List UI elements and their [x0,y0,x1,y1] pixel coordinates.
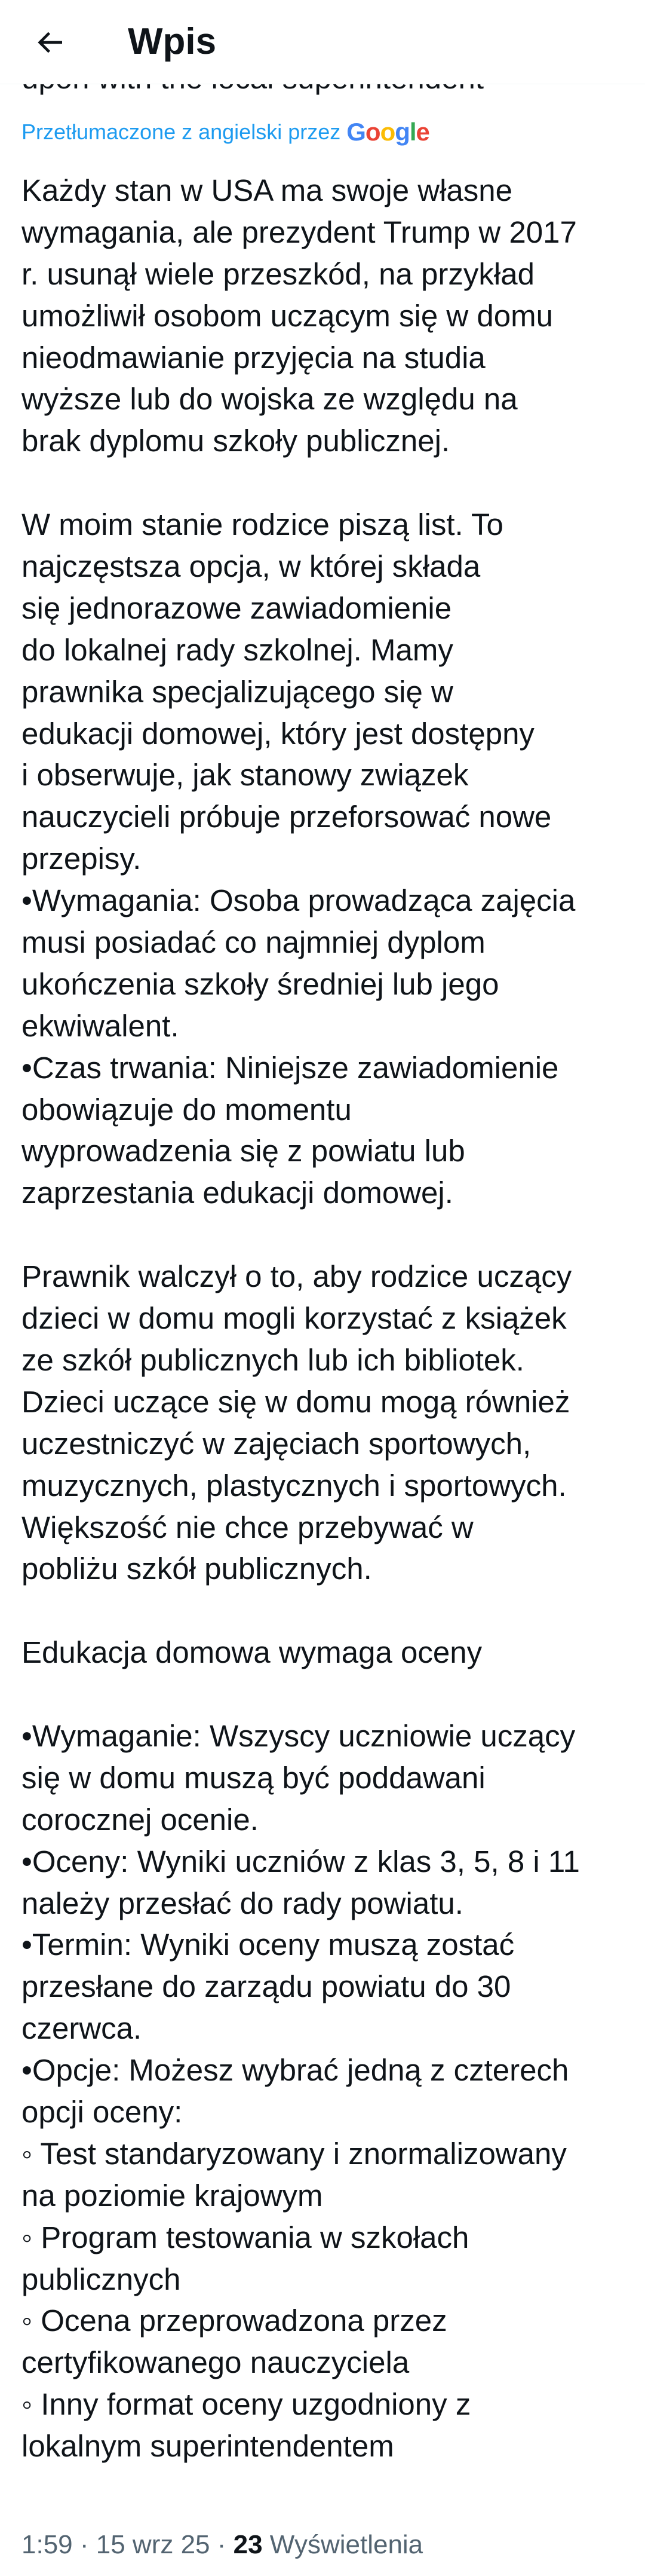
page-title: Wpis [128,21,217,62]
views-label[interactable]: Wyświetlenia [262,2530,423,2559]
post-text-line: uczestniczyć w zajęciach sportowych, [22,1426,532,1461]
post-text-line: Większość nie chce przebywać w [22,1510,474,1544]
meta-separator: · [72,2530,96,2559]
post-text-line: na poziomie krajowym [22,2178,323,2213]
post-text-line: Każdy stan w USA ma swoje własne [22,173,513,207]
post-text-line: brak dyplomu szkoły publicznej. [22,424,450,458]
post-text-line: prawnika specjalizującego się w [22,674,453,709]
post-text-line: ukończenia szkoły średniej lub jego [22,966,499,1001]
post-text-line: edukacji domowej, który jest dostępny [22,716,535,751]
post-text-line: przepisy. [22,842,142,876]
post-text-line: należy przesłać do rady powiatu. [22,1886,463,1920]
blank-line [22,462,625,504]
post-text-line: opcji oceny: [22,2094,183,2129]
post-text-line: wyższe lub do wojska ze względu na [22,382,518,417]
post-time: 1:59 [22,2530,73,2559]
post-text-line: zaprzestania edukacji domowej. [22,1176,453,1210]
back-button[interactable] [23,16,76,69]
post-text-line: ekwiwalent. [22,1008,179,1043]
post-text-line: lokalnym superintendentem [22,2429,394,2464]
post-text-line: muzycznych, plastycznych i sportowych. [22,1468,567,1503]
post-content [22,57,625,2467]
post-text-line: Edukacja domowa wymaga oceny [22,1635,483,1670]
blank-line [22,1674,625,1715]
post-text-line: ze szkół publicznych lub ich bibliotek. [22,1342,524,1377]
post-text-line: ◦ Inny format oceny uzgodniony z [22,2387,471,2422]
post-text-line: do lokalnej rady szkolnej. Mamy [22,632,453,667]
google-logo: Google [346,118,429,146]
views-count[interactable]: 23 [233,2530,263,2559]
post-text-line: •Termin: Wyniki oceny muszą zostać [22,1928,515,1962]
post-text-line: •Opcje: Możesz wybrać jedną z czterech [22,2053,569,2088]
post-text-line: i obserwuje, jak stanowy związek [22,758,469,793]
post-text-line: ◦ Ocena przeprowadzona przez [22,2303,447,2338]
post-text-line: •Wymaganie: Wszyscy uczniowie uczący [22,1718,576,1753]
top-bar [0,0,645,84]
post-text-line: najczęstsza opcja, w której składa [22,549,481,584]
translated-label[interactable]: Przetłumaczone z angielski przez [22,120,341,144]
post-date: 15 wrz 25 [96,2530,210,2559]
post-text-line: obowiązuje do momentu [22,1092,352,1127]
post-text-line: •Wymagania: Osoba prowadząca zajęcia [22,883,576,918]
post-text-line: umożliwił osobom uczącym się w domu [22,298,553,333]
post-text-line: wymagania, ale prezydent Trump w 2017 [22,215,577,249]
post-body [22,170,625,2467]
post-text-line: się w domu muszą być poddawani [22,1760,486,1795]
post-text-line: publicznych [22,2262,181,2296]
meta-separator: · [210,2530,234,2559]
post-text-line: musi posiadać co najmniej dyplom [22,925,486,960]
post-text-line: nieodmawianie przyjęcia na studia [22,340,486,375]
post-text-line: nauczycieli próbuje przeforsować nowe [22,800,552,834]
post-text-line: czerwca. [22,2011,142,2046]
post-text-line: r. usunął wiele przeszkód, na przykład [22,256,535,291]
post-text-line: •Oceny: Wyniki uczniów z klas 3, 5, 8 i 11 [22,1844,580,1879]
translation-attribution [22,111,625,153]
post-text-line: dzieci w domu mogli korzystać z książek [22,1301,567,1336]
post-text-line: przesłane do zarządu powiatu do 30 [22,1969,511,2004]
post-text-line: ◦ Test standaryzowany i znormalizowany [22,2136,567,2171]
post-text-line: •Czas trwania: Niniejsze zawiadomienie [22,1050,559,1085]
post-text-line: certyfikowanego nauczyciela [22,2345,410,2380]
post-text-line: się jednorazowe zawiadomienie [22,591,452,625]
post-text-line: pobliżu szkół publicznych. [22,1552,372,1586]
post-text-line: Dzieci uczące się w domu mogą również [22,1384,570,1419]
post-text-line: Prawnik walczył o to, aby rodzice uczący [22,1259,572,1294]
post-meta [22,2527,423,2563]
post-text-line: W moim stanie rodzice piszą list. To [22,507,503,542]
arrow-left-icon [33,26,66,59]
blank-line [22,1214,625,1256]
post-text-line: wyprowadzenia się z powiatu lub [22,1134,465,1168]
blank-line [22,1590,625,1632]
post-text-line: ◦ Program testowania w szkołach [22,2220,469,2254]
post-text-line: corocznej ocenie. [22,1802,259,1837]
